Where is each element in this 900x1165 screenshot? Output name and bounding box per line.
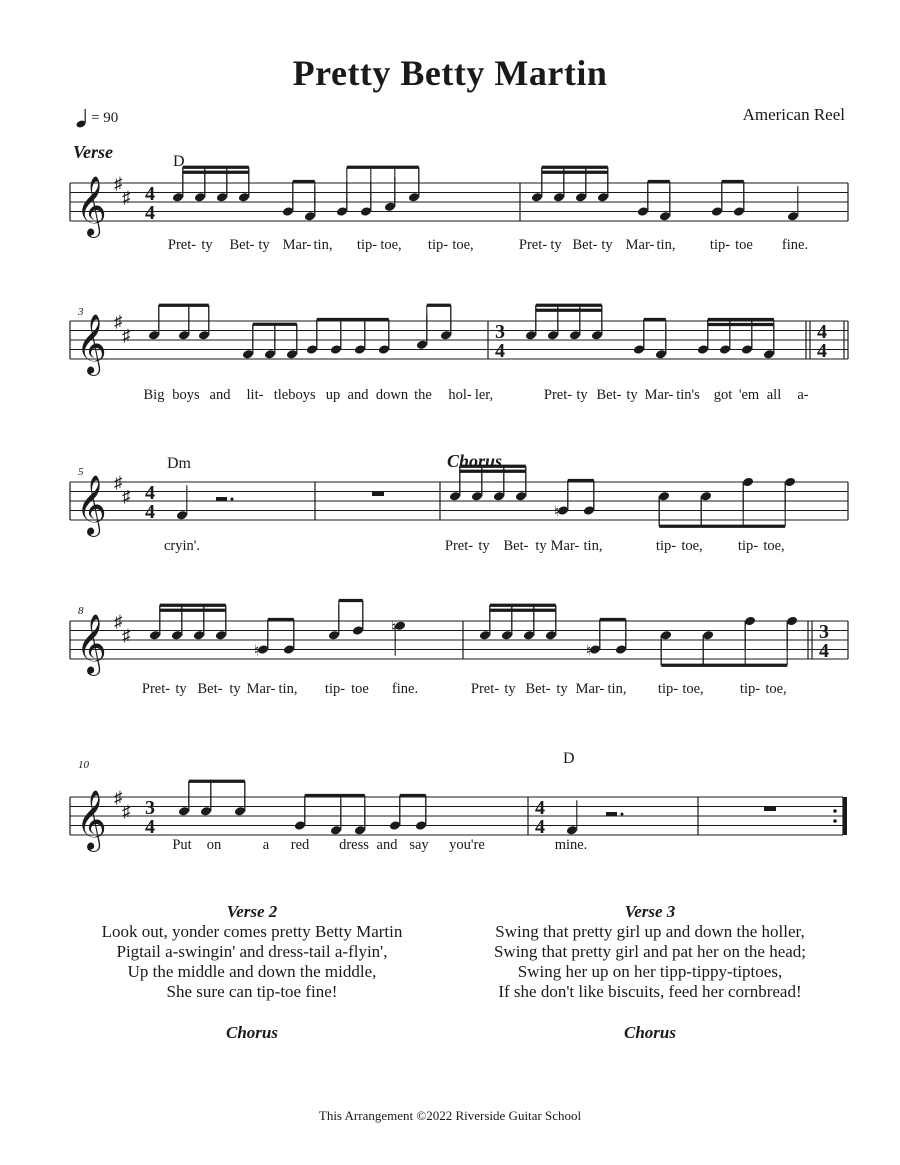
treble-clef-icon: 𝄞 — [76, 477, 107, 534]
time-signature-top: 4 — [817, 321, 827, 343]
time-signature-bottom: 4 — [495, 340, 505, 362]
measure-number: 5 — [78, 466, 84, 478]
lyric-syllable: toe, — [681, 538, 703, 554]
half-rest — [606, 812, 617, 816]
sharp-icon: ♯ — [122, 626, 131, 645]
lyric-syllable: a- — [797, 387, 809, 403]
lyric-syllable: tin, — [583, 538, 603, 554]
lyric-syllable: a — [262, 837, 270, 853]
chord-symbol: D — [173, 153, 185, 170]
lyric-syllable: Put — [172, 837, 192, 853]
section-label-chorus: Chorus — [447, 451, 503, 471]
lyric-syllable: Bet- — [596, 387, 622, 403]
lyric-syllable: on — [206, 837, 222, 853]
lyric-syllable: ty — [478, 538, 490, 554]
lyric-syllable: Pret- — [518, 237, 548, 253]
lyric-syllable: toe, — [452, 237, 474, 253]
lyric-syllable: ty — [229, 681, 241, 697]
lyric-syllable: tip- — [737, 538, 759, 554]
lyric-syllable: down — [375, 387, 409, 403]
lyric-syllable: Big — [143, 387, 165, 403]
lyric-syllable: tip- — [427, 237, 449, 253]
verse-3-line: If she don't like biscuits, feed her cornbread! — [498, 982, 802, 1001]
verse-3-chorus-label: Chorus — [624, 1023, 676, 1042]
lyrics — [142, 237, 809, 853]
lyric-syllable: Pret- — [141, 681, 171, 697]
lyric-syllable: up — [325, 387, 341, 403]
sharp-icon: ♯ — [122, 802, 131, 821]
lyric-syllable: tip- — [657, 681, 679, 697]
treble-clef-icon: 𝄞 — [76, 792, 107, 849]
lyric-syllable: Pret- — [470, 681, 500, 697]
lyric-syllable: ty — [550, 237, 562, 253]
lyric-syllable: ty — [535, 538, 547, 554]
verse-2-line: Pigtail a-swingin' and dress-tail a-flyin', — [116, 942, 388, 961]
natural-icon: ♮ — [554, 504, 560, 521]
lyric-syllable: Pret- — [167, 237, 197, 253]
measure-number: 10 — [78, 759, 89, 771]
repeat-dot — [833, 809, 837, 813]
composer: American Reel — [742, 105, 845, 124]
lyric-syllable: Bet- — [525, 681, 551, 697]
time-signature-bottom: 4 — [145, 202, 155, 224]
sharp-icon: ♯ — [114, 612, 123, 631]
verse-3-heading: Verse 3 — [624, 902, 676, 921]
copyright: This Arrangement ©2022 Riverside Guitar School — [318, 1108, 582, 1123]
lyric-syllable: you're — [449, 837, 485, 853]
lyric-syllable: toe, — [765, 681, 787, 697]
lyric-syllable: Mar- — [625, 237, 655, 253]
verse-3-block — [470, 902, 830, 1043]
lyric-syllable: tle — [273, 387, 289, 403]
lyric-syllable: tin, — [656, 237, 676, 253]
lyric-syllable: tin, — [313, 237, 333, 253]
time-signature-top: 4 — [145, 482, 155, 504]
song-title: Pretty Betty Martin — [292, 53, 608, 93]
chord-symbol: D — [563, 750, 575, 767]
treble-clef-icon: 𝄞 — [76, 316, 107, 373]
natural-icon: ♮ — [391, 619, 397, 636]
lyric-syllable: Mar- — [575, 681, 605, 697]
time-signature-top: 4 — [145, 183, 155, 205]
lyric-syllable: hol- — [448, 387, 472, 403]
lyric-syllable: ler, — [474, 387, 494, 403]
final-barline — [843, 797, 847, 835]
lyric-syllable: 'em — [738, 387, 760, 403]
lyric-syllable: ty — [258, 237, 270, 253]
lyric-syllable: the — [414, 387, 432, 403]
tempo-value: = 90 — [91, 109, 119, 126]
repeat-dot — [833, 819, 837, 823]
lyric-syllable: say — [409, 837, 429, 853]
time-signature-bottom: 4 — [535, 816, 545, 838]
lyric-syllable: toe, — [380, 237, 402, 253]
lyric-syllable: and — [209, 387, 231, 403]
lyric-syllable: Pret- — [543, 387, 573, 403]
lyric-syllable: ty — [504, 681, 516, 697]
section-label-verse: Verse — [73, 142, 113, 162]
time-signature-top: 4 — [535, 797, 545, 819]
lyric-syllable: and — [376, 837, 398, 853]
whole-rest — [764, 807, 776, 812]
measure-number: 3 — [78, 306, 84, 318]
verse-2-line: Look out, yonder comes pretty Betty Martin — [101, 922, 403, 941]
treble-clef-icon: 𝄞 — [76, 178, 107, 235]
lyric-syllable: toe, — [682, 681, 704, 697]
lyric-syllable: tip- — [655, 538, 677, 554]
lyric-syllable: tin's — [676, 387, 700, 403]
lyric-syllable: Bet- — [503, 538, 529, 554]
lyric-syllable: and — [347, 387, 369, 403]
time-signature-bottom: 4 — [817, 340, 827, 362]
lyric-syllable: tip- — [709, 237, 731, 253]
lyric-syllable: toe, — [763, 538, 785, 554]
lyric-syllable: tip- — [739, 681, 761, 697]
sharp-icon: ♯ — [114, 312, 123, 331]
verse-3-line: Swing that pretty girl up and down the holler, — [495, 922, 805, 941]
lyric-syllable: ty — [556, 681, 568, 697]
lyric-syllable: cryin'. — [163, 538, 201, 554]
sharp-icon: ♯ — [122, 188, 131, 207]
chord-symbol: Dm — [167, 455, 191, 472]
natural-icon: ♮ — [586, 643, 592, 660]
time-signature-top: 3 — [819, 621, 829, 643]
time-signature-top: 3 — [495, 321, 505, 343]
treble-clef-icon: 𝄞 — [76, 616, 107, 673]
rest-dot — [621, 813, 624, 816]
sharp-icon: ♯ — [114, 788, 123, 807]
lyric-syllable: mine. — [554, 837, 588, 853]
lyric-syllable: toe — [351, 681, 369, 697]
sharp-icon: ♯ — [122, 326, 131, 345]
lyric-syllable: ty — [626, 387, 638, 403]
verse-2-heading: Verse 2 — [226, 902, 278, 921]
lyric-syllable: tip- — [356, 237, 378, 253]
half-rest — [216, 497, 227, 501]
lyric-syllable: tip- — [324, 681, 346, 697]
lyric-syllable: Mar- — [644, 387, 674, 403]
time-signature-bottom: 4 — [145, 816, 155, 838]
lyric-syllable: boys — [288, 387, 316, 403]
measure-number: 8 — [78, 605, 84, 617]
lyric-syllable: tin, — [278, 681, 298, 697]
verse-2-line: Up the middle and down the middle, — [127, 962, 377, 981]
lyric-syllable: Mar- — [282, 237, 312, 253]
lyric-syllable: dress — [339, 837, 369, 853]
lyric-syllable: Bet- — [229, 237, 255, 253]
lyric-syllable: ty — [576, 387, 588, 403]
lyric-syllable: Pret- — [444, 538, 474, 554]
verse-2-chorus-label: Chorus — [226, 1023, 278, 1042]
lyric-syllable: fine. — [391, 681, 419, 697]
lyric-syllable: red — [290, 837, 310, 853]
lyric-syllable: Mar- — [246, 681, 276, 697]
time-signature-bottom: 4 — [145, 501, 155, 523]
lyric-syllable: lit- — [246, 387, 264, 403]
sharp-icon: ♯ — [122, 487, 131, 506]
lyric-syllable: ty — [175, 681, 187, 697]
lyric-syllable: tin, — [607, 681, 627, 697]
verse-2-block — [72, 902, 432, 1043]
verse-3-line: Swing her up on her tipp-tippy-tiptoes, — [517, 962, 783, 981]
lyric-syllable: ty — [201, 237, 213, 253]
sharp-icon: ♯ — [114, 174, 123, 193]
lyric-syllable: Bet- — [197, 681, 223, 697]
natural-icon: ♮ — [254, 643, 260, 660]
lyric-syllable: fine. — [781, 237, 809, 253]
verse-2-line: She sure can tip-toe fine! — [166, 982, 338, 1001]
lyric-syllable: got — [713, 387, 733, 403]
lyric-syllable: Mar- — [550, 538, 580, 554]
verse-3-line: Swing that pretty girl and pat her on the head; — [493, 942, 807, 961]
whole-rest — [372, 492, 384, 497]
lyric-syllable: boys — [172, 387, 200, 403]
lyric-syllable: ty — [601, 237, 613, 253]
time-signature-top: 3 — [145, 797, 155, 819]
lyric-syllable: Bet- — [572, 237, 598, 253]
lyric-syllable: toe — [735, 237, 753, 253]
rest-dot — [231, 498, 234, 501]
sharp-icon: ♯ — [114, 473, 123, 492]
time-signature-bottom: 4 — [819, 640, 829, 662]
lyric-syllable: all — [766, 387, 782, 403]
